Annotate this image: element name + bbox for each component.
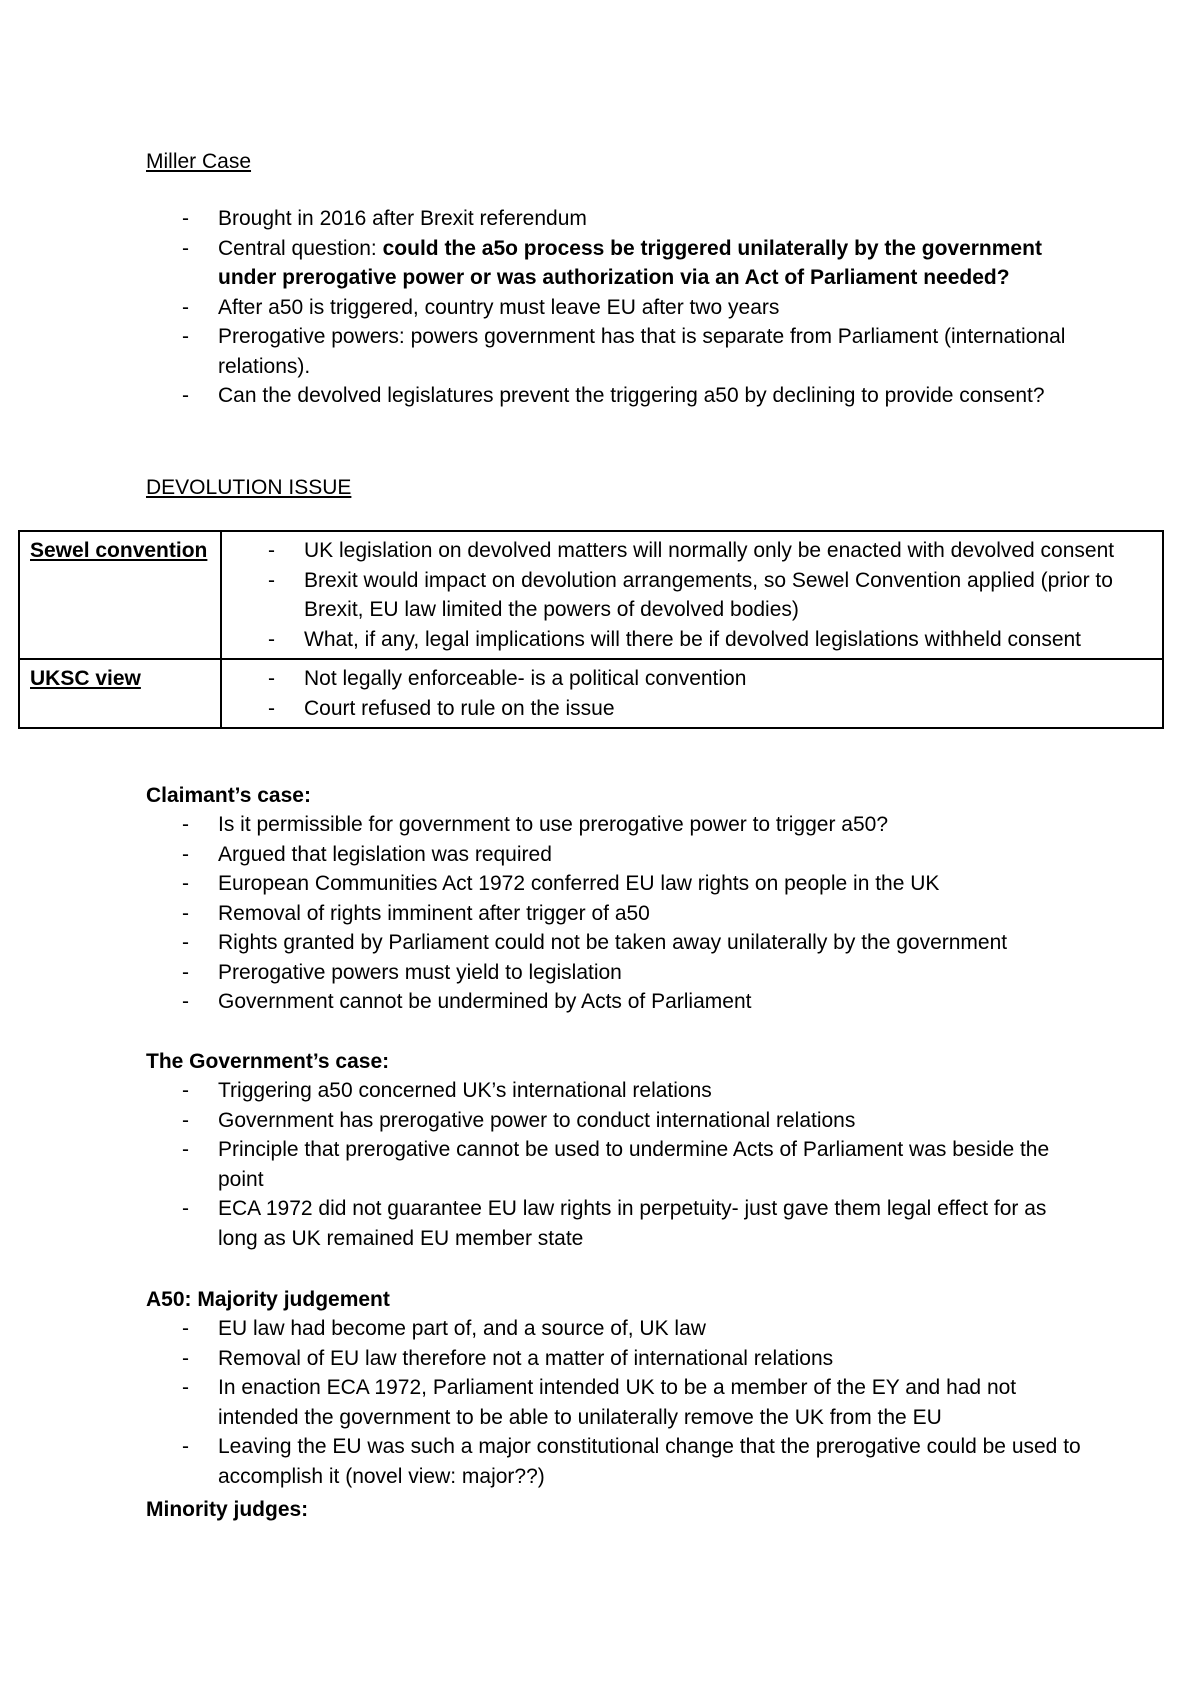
list-item: - After a50 is triggered, country must leave EU after two years (218, 293, 1098, 323)
list-item: - Rights granted by Parliament could not be taken away unilaterally by the government (218, 928, 1118, 958)
table-row (19, 659, 1163, 728)
list-item: - Not legally enforceable- is a political convention (304, 664, 1152, 694)
list-item: - Removal of EU law therefore not a matter of international relations (218, 1344, 1098, 1374)
cell-list (232, 536, 1152, 654)
table-cell-label: Sewel convention (19, 531, 221, 659)
list-item (218, 234, 1098, 293)
cell-list (232, 664, 1152, 723)
minority-heading: Minority judges: (146, 1498, 309, 1521)
claimant-list (218, 810, 1118, 1017)
list-item: - Leaving the EU was such a major constitutional change that the prerogative could be used to accomplish it (novel view: major??) (218, 1432, 1098, 1491)
government-heading: The Government’s case: (146, 1050, 390, 1073)
majority-heading: A50: Majority judgement (146, 1288, 390, 1311)
central-question: could the a5o process be triggered unilaterally by the government under prerogative power or was authorization via an Act of Parliament needed? (218, 236, 1042, 289)
list-item: - Can the devolved legislatures prevent the triggering a50 by declining to provide consent? (218, 381, 1098, 411)
table-cell-content (221, 531, 1163, 659)
list-item: - In enaction ECA 1972, Parliament intended UK to be a member of the EY and had not intended the government to be able to unilaterally remove the UK from the EU (218, 1373, 1098, 1432)
page-title: Miller Case (146, 150, 252, 173)
list-item: - What, if any, legal implications will there be if devolved legislations withheld consent (304, 625, 1152, 655)
devolution-heading: DEVOLUTION ISSUE (146, 476, 352, 499)
majority-list (218, 1314, 1098, 1491)
list-item: - Government cannot be undermined by Acts of Parliament (218, 987, 1118, 1017)
list-item: - ECA 1972 did not guarantee EU law rights in perpetuity- just gave them legal effect for as long as UK remained EU member state (218, 1194, 1068, 1253)
list-item: - Prerogative powers must yield to legislation (218, 958, 1118, 988)
list-item: - Triggering a50 concerned UK’s international relations (218, 1076, 1068, 1106)
table-cell-content (221, 659, 1163, 728)
table-cell-label: UKSC view (19, 659, 221, 728)
list-item: - European Communities Act 1972 conferred EU law rights on people in the UK (218, 869, 1118, 899)
list-item: - Prerogative powers: powers government has that is separate from Parliament (international relations). (218, 322, 1098, 381)
list-item: - Government has prerogative power to conduct international relations (218, 1106, 1068, 1136)
list-item: - Court refused to rule on the issue (304, 694, 1152, 724)
list-item: - UK legislation on devolved matters will normally only be enacted with devolved consent (304, 536, 1152, 566)
government-list (218, 1076, 1068, 1253)
table-row (19, 531, 1163, 659)
devolution-table (18, 530, 1164, 729)
claimant-heading: Claimant’s case: (146, 784, 311, 807)
list-item: - Removal of rights imminent after trigger of a50 (218, 899, 1118, 929)
intro-list (218, 204, 1098, 411)
list-item: - EU law had become part of, and a source of, UK law (218, 1314, 1098, 1344)
list-item-prefix: Central question: (218, 236, 383, 260)
list-item: - Principle that prerogative cannot be used to undermine Acts of Parliament was beside the point (218, 1135, 1068, 1194)
list-item: - Is it permissible for government to use prerogative power to trigger a50? (218, 810, 1118, 840)
list-item: - Argued that legislation was required (218, 840, 1118, 870)
list-item: - Brought in 2016 after Brexit referendum (218, 204, 1098, 234)
list-item: - Brexit would impact on devolution arrangements, so Sewel Convention applied (prior to Brexit, EU law limited the powers of devolved bodies) (304, 566, 1152, 625)
